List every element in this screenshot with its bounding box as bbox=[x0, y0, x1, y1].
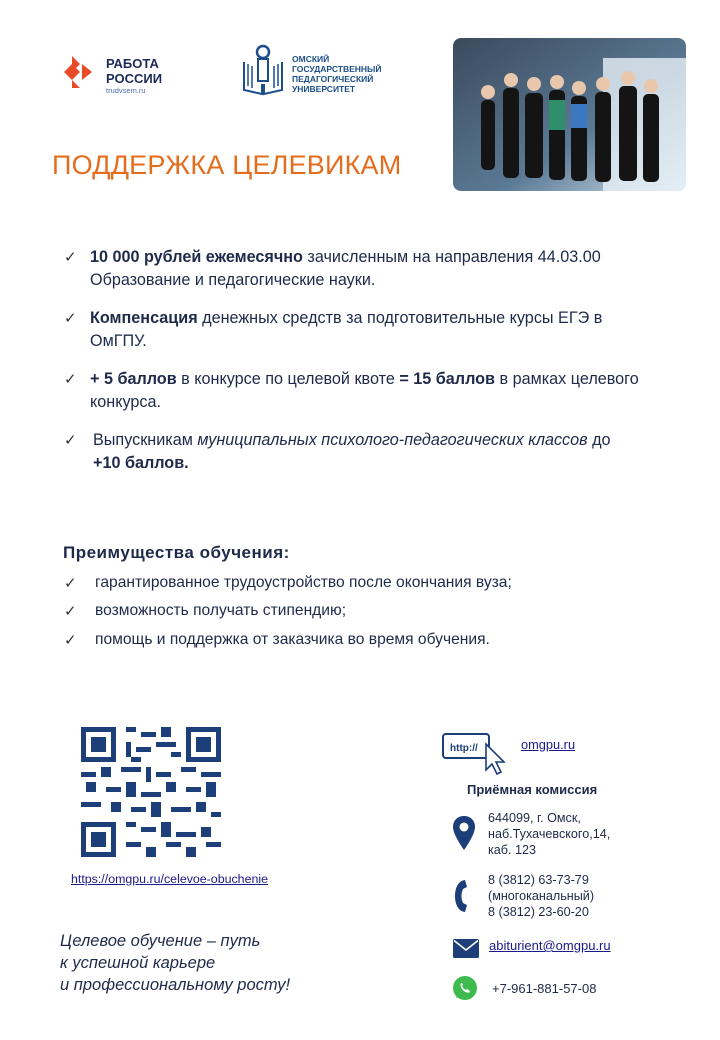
page-title: ПОДДЕРЖКА ЦЕЛЕВИКАМ bbox=[52, 150, 402, 180]
qr-code-icon bbox=[81, 727, 221, 857]
bullet-compensation bbox=[90, 307, 650, 353]
email-link[interactable]: abiturient@omgpu.ru bbox=[489, 938, 611, 953]
bullet-2-bold: Компенсация bbox=[90, 309, 198, 327]
advantages-title: Преимущества обучения: bbox=[63, 543, 290, 562]
omgpu-logo-text bbox=[292, 54, 382, 94]
address-line2: наб.Тухачевского,14, bbox=[488, 827, 611, 841]
omgpu-logo-line4: УНИВЕРСИТЕТ bbox=[292, 84, 356, 94]
bullet-2-text: денежных средств за подготовительные курсы ЕГЭ в ОмГПУ. bbox=[90, 309, 603, 350]
check-icon: ✓ bbox=[64, 371, 77, 388]
whatsapp-icon bbox=[452, 975, 478, 1001]
phone-line2: (многоканальный) bbox=[488, 889, 595, 903]
slogan-line3: и профессиональному росту! bbox=[60, 976, 291, 994]
advantage-item: помощь и поддержка от заказчика во время обучения. bbox=[95, 631, 490, 648]
bullet-3-mid: в конкурсе по целевой квоте bbox=[176, 370, 400, 388]
bullet-4-pre: Выпускникам bbox=[93, 431, 198, 449]
rabota-logo-line2: РОССИИ bbox=[106, 71, 163, 86]
bullet-1-bold: 10 000 рублей ежемесячно bbox=[90, 248, 303, 266]
qr-code[interactable] bbox=[81, 727, 221, 857]
bullet-monthly-payment bbox=[90, 246, 670, 292]
advantage-item: возможность получать стипендию; bbox=[95, 602, 347, 619]
omgpu-logo bbox=[240, 44, 410, 104]
rabota-logo-text bbox=[106, 56, 162, 86]
omgpu-logo-line1: ОМСКИЙ bbox=[292, 54, 330, 64]
rabota-rossii-emblem-icon bbox=[62, 52, 102, 92]
check-icon: ✓ bbox=[64, 432, 77, 449]
bullet-1-text: зачисленным на направления 44.03.00 Образование и педагогические науки. bbox=[90, 248, 601, 289]
phone-icon bbox=[453, 878, 471, 914]
http-label: http:// bbox=[450, 743, 478, 754]
email-icon bbox=[453, 939, 479, 958]
bullet-4-bold: +10 баллов. bbox=[93, 454, 189, 472]
bullet-4-italic: муниципальных психолого-педагогических классов bbox=[197, 431, 588, 449]
rabota-logo-site: trudvsem.ru bbox=[106, 86, 146, 95]
location-pin-icon bbox=[452, 815, 476, 851]
students-photo bbox=[453, 38, 686, 191]
phones bbox=[488, 872, 594, 920]
bullet-4-mid: до bbox=[587, 431, 611, 449]
omgpu-logo-line3: ПЕДАГОГИЧЕСКИЙ bbox=[292, 74, 374, 84]
slogan bbox=[60, 930, 290, 996]
advantage-item: гарантированное трудоустройство после окончания вуза; bbox=[95, 574, 512, 591]
bullet-points-bonus bbox=[90, 368, 670, 414]
phone-line3: 8 (3812) 23-60-20 bbox=[488, 905, 589, 919]
check-icon: ✓ bbox=[64, 603, 77, 620]
whatsapp-number[interactable]: +7-961-881-57-08 bbox=[492, 981, 597, 996]
rabota-logo-line1: РАБОТА bbox=[106, 56, 159, 71]
slogan-line2: к успешной карьере bbox=[60, 954, 216, 972]
address-line3: каб. 123 bbox=[488, 843, 537, 857]
website-icon bbox=[442, 732, 510, 776]
bullet-3-bold: + 5 баллов bbox=[90, 370, 177, 388]
bullet-graduates bbox=[93, 429, 633, 475]
check-icon: ✓ bbox=[64, 575, 77, 592]
check-icon: ✓ bbox=[64, 632, 77, 649]
check-icon: ✓ bbox=[64, 249, 77, 266]
phone-line1: 8 (3812) 63-73-79 bbox=[488, 873, 589, 887]
check-icon: ✓ bbox=[64, 310, 77, 327]
omgpu-logo-line2: ГОСУДАРСТВЕННЫЙ bbox=[292, 64, 382, 74]
qr-link[interactable]: https://omgpu.ru/celevoe-obuchenie bbox=[71, 872, 268, 886]
address bbox=[488, 810, 610, 858]
omgpu-emblem-icon bbox=[240, 44, 286, 100]
rabota-rossii-logo bbox=[62, 52, 202, 100]
bullet-3-text: в рамках целевого конкурса. bbox=[90, 370, 639, 411]
address-line1: 644099, г. Омск, bbox=[488, 811, 581, 825]
slogan-line1: Целевое обучение – путь bbox=[60, 932, 261, 950]
admission-committee-title: Приёмная комиссия bbox=[467, 782, 598, 797]
bullet-3-bold2: = 15 баллов bbox=[399, 370, 495, 388]
website-link[interactable]: omgpu.ru bbox=[521, 737, 576, 752]
